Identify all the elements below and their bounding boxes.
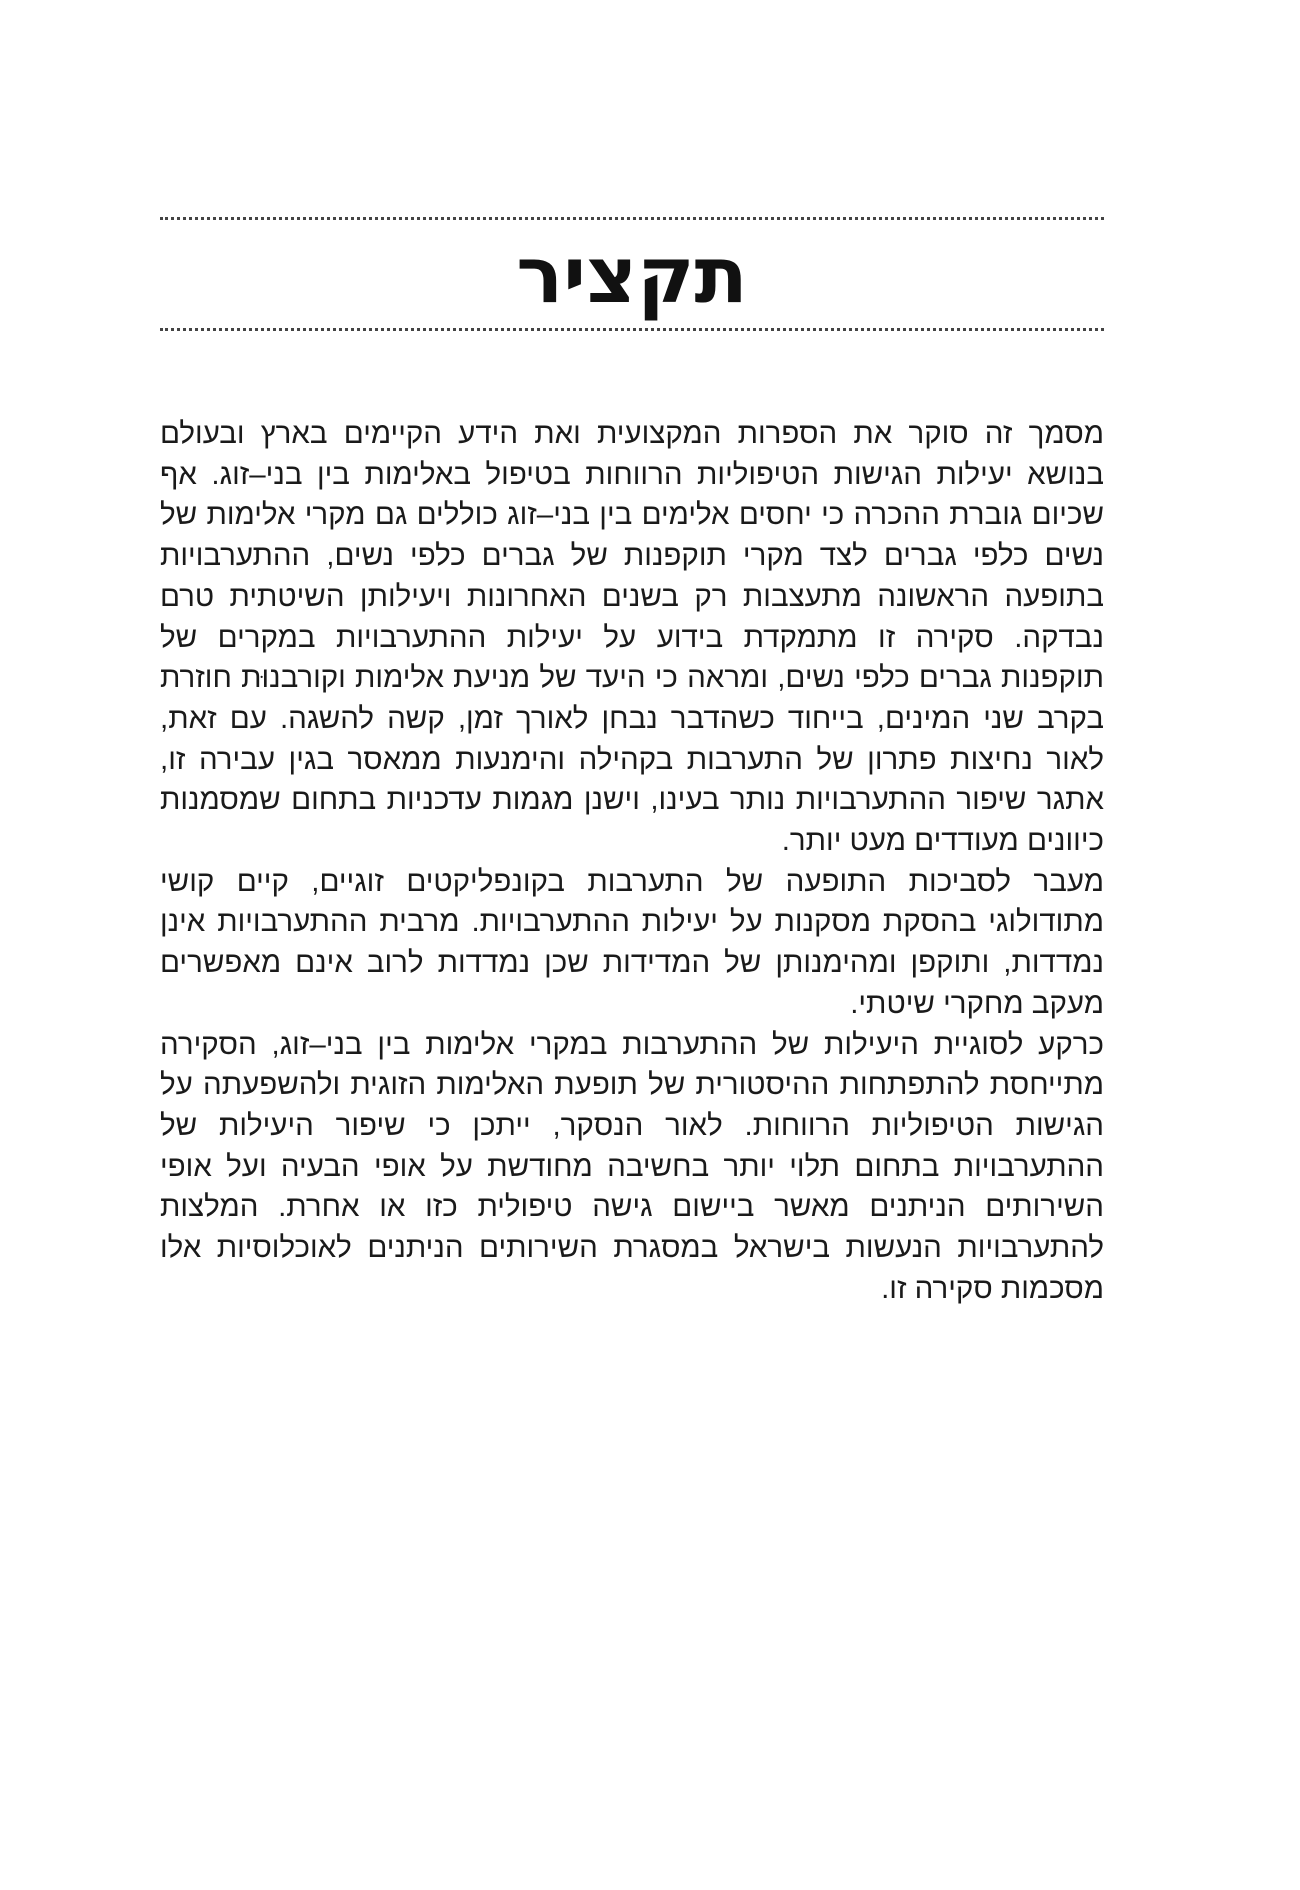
paragraph-3: כרקע לסוגיית היעילות של ההתערבות במקרי אלימות בין בני–זוג, הסקירה מתייחסת להתפתחות ההיסטורית של תופעת האלימות הזוגית ולהשפעתה על הגישות הטיפוליות הרווחות. לאור הנסקר, ייתכן כי שיפור היעילות של ההתערבויות בתחום תלוי יותר בחשיבה מחודשת על אופי הבעיה ועל אופי השירותים הניתנים מאשר ביישום גישה טיפולית כזו או אחרת. המלצות להתערבויות הנעשות בישראל במסגרת השירותים הניתנים לאוכלוסיות אלו מסכמות סקירה זו. (160, 1027, 1104, 1305)
page-title: תקציר (516, 231, 748, 321)
paragraph-1: מסמך זה סוקר את הספרות המקצועית ואת הידע הקיימים בארץ ובעולם בנושא יעילות הגישות הטיפוליות הרווחות בטיפול באלימות בין בני–זוג. אף שכיום גוברת ההכרה כי יחסים אלימים בין בני–זוג כוללים גם מקרי אלימות של נשים כלפי גברים לצד מקרי תוקפנות של גברים כלפי נשים, ההתערבויות בתופעה הראשונה מתעצבות רק בשנים האחרונות ויעילותן השיטתית טרם נבדקה. סקירה זו מתמקדת בידוע על יעילות ההתערבויות במקרים של תוקפנות גברים כלפי נשים, ומראה כי היעד של מניעת אלימות וקורבנוּת חוזרת בקרב שני המינים, בייחוד כשהדבר נבחן לאורך זמן, קשה להשגה. עם זאת, לאור נחיצות פתרון של התערבות בקהילה והימנעות ממאסר בגין עבירה זו, אתגר שיפור ההתערבויות נותר בעינו, וישנן מגמות עדכניות בתחום שמסמנות כיוונים מעודדים מעט יותר. (160, 417, 1104, 858)
abstract-body (160, 414, 1104, 1309)
top-dotted-divider (160, 217, 1104, 220)
paragraph-2: מעבר לסביכות התופעה של התערבות בקונפליקטים זוגיים, קיים קושי מתודולוגי בהסקת מסקנות על יעילות ההתערבויות. מרבית ההתערבויות אינן נמדדות, ותוקפן ומהימנותן של המדידות שכן נמדדות לרוב אינם מאפשרים מעקב מחקרי שיטתי. (160, 864, 1104, 1020)
bottom-dotted-divider (160, 328, 1104, 331)
